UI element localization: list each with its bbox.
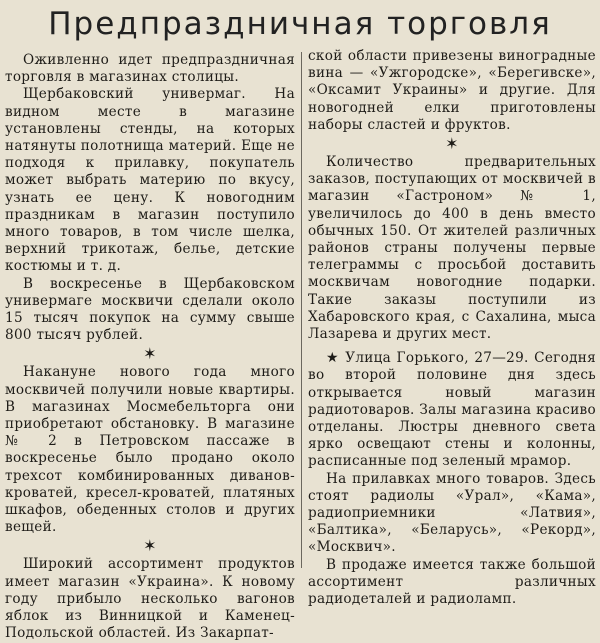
paragraph: В продаже имеется также большой ассортимент различных радиодеталей и радиоламп. <box>308 556 596 608</box>
star-icon: ★ <box>326 350 340 367</box>
paragraph-text: Улица Горького, 27—29. Сегодня во второй половине дня здесь открывается новый магазин радиотоваров. Залы магазина красиво отделаны. Люстры дневного света ярко освещают стены и колонны, расписанные под зеленый мрамор. <box>308 350 596 470</box>
paragraph <box>308 350 596 470</box>
paragraph: ской области привезены виноградные вина — «Ужгородске», «Берегивске», «Оксамит Украины» и другие. Для новогодней елки приготовлены наборы сластей и фруктов. <box>308 48 596 133</box>
paragraph: Накануне нового года много москвичей получили новые квартиры. В магазинах Мосмебельторга они приобретают обстановку. В магазине № 2 в Петровском пассаже в воскресенье было продано около трехсот комбинированных диванов-кроватей, кресел-кроватей, платяных шкафов, обеденных столов и других вещей. <box>5 364 295 536</box>
paragraph: Щербаковский универмаг. На видном месте в магазине установлены стенды, на которых натянуты полотнища материй. Еще не подходя к прилавку, покупатель может выбрать материю по вкусу, узнать ее цену. К новогодним праздникам в магазин поступило много товаров, в том числе шелка, верхний трикотаж, белье, детские костюмы и т. д. <box>5 86 295 275</box>
left-column <box>5 52 295 642</box>
paragraph: На прилавках много товаров. Здесь стоят радиолы «Урал», «Кама», радиоприемники «Латвия», «Балтика», «Беларусь», «Рекорд», «Москвич». <box>308 470 596 556</box>
section-star-icon: ✶ <box>143 536 157 556</box>
right-column <box>308 48 596 608</box>
paragraph: Количество предварительных заказов, поступающих от москвичей в магазин «Гастроном» № 1, увеличилось до 400 в день вместо обычных 150. От жителей различных районов страны получены первые телеграммы с просьбой доставить москвичам новогодние подарки. Такие заказы поступили из Хабаровского края, с Сахалина, мыса Лазарева и других мест. <box>308 154 596 343</box>
paragraph: В воскресенье в Щербаковском универмаге москвичи сделали около 15 тысяч покупок на сумму свыше 800 тысяч рублей. <box>5 275 295 344</box>
column-divider <box>301 52 302 568</box>
article-title: Предпраздничная торговля <box>48 6 552 42</box>
section-star-icon: ✶ <box>445 134 459 154</box>
paragraph: Широкий ассортимент продуктов имеет магазин «Украина». К новому году прибыло несколько вагонов яблок из Винницкой и Каменец-Подольской областей. Из Закарпат- <box>5 556 295 642</box>
paragraph: Оживленно идет предпраздничная торговля в магазинах столицы. <box>5 52 295 86</box>
section-star-icon: ✶ <box>143 344 157 364</box>
